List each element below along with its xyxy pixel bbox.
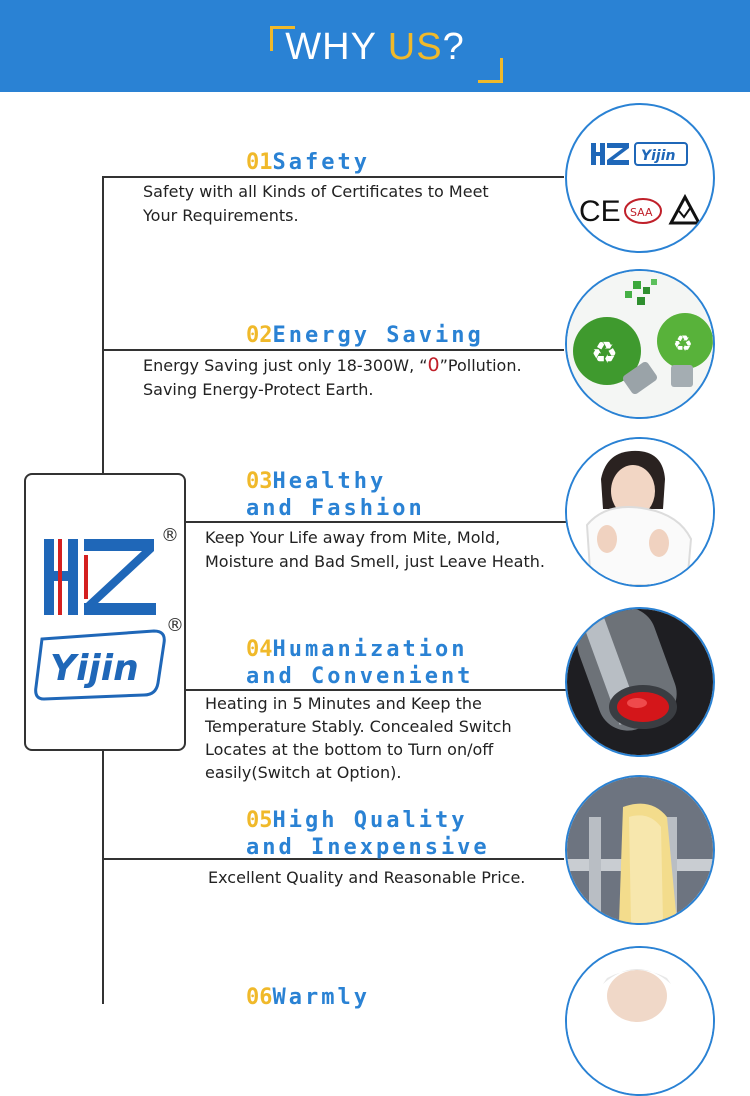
brand-logo-box (24, 473, 186, 751)
recycle-icon: ♻ (591, 336, 618, 371)
yijin-logo-icon (36, 631, 165, 699)
svg-text:Yijin: Yijin (641, 148, 676, 164)
feature-title-01: 01Safety (246, 150, 370, 175)
feature-desc-01: Safety with all Kinds of Certificates to Meet Your Requirements. (143, 182, 489, 225)
feature-title-06: 06Warmly (246, 985, 370, 1010)
hz-logo-icon (44, 539, 156, 615)
feature-title-02: 02Energy Saving (246, 323, 484, 348)
feature-title-04: 04Humanization and Convenient (246, 637, 474, 689)
svg-text:Yijin: Yijin (50, 648, 139, 689)
feature-title-03: 03Healthy and Fashion (246, 469, 425, 521)
red-switch-image (565, 607, 715, 757)
title-suffix: ? (442, 26, 465, 68)
vertical-connector-top (102, 177, 104, 474)
vertical-connector-bottom (102, 751, 104, 1004)
feature-title-05: 05High Quality and Inexpensive (246, 808, 490, 860)
feature-desc-05: Excellent Quality and Reasonable Price. (208, 868, 526, 887)
connector-01 (102, 176, 564, 178)
feature-desc-03: Keep Your Life away from Mite, Mold, Moisture and Bad Smell, just Leave Heath. (205, 528, 545, 571)
page-title (0, 26, 750, 69)
svg-text:®: ® (166, 615, 184, 636)
feature-desc-04: Heating in 5 Minutes and Keep the Temperature Stably. Concealed Switch Locates at the bottom to Turn on/off easily(Switch at Option). (205, 694, 512, 782)
towel-rail-image (565, 775, 715, 925)
svg-text:®: ® (161, 525, 179, 546)
brand-logos-icon (26, 475, 184, 749)
woman-with-towel-image (565, 437, 715, 587)
certification-image (565, 103, 715, 253)
feature-desc-02: Energy Saving just only 18-300W, “0”Pollution. Saving Energy-Protect Earth. (143, 354, 522, 399)
title-accent: US (387, 26, 443, 68)
baby-image (565, 946, 715, 1096)
ce-mark: CE (579, 195, 621, 228)
connector-02 (102, 349, 564, 351)
title-prefix: WHY (285, 26, 388, 68)
green-bulbs-image (565, 269, 715, 419)
header-banner (0, 0, 750, 92)
saa-mark: SAA (630, 206, 653, 219)
recycle-icon: ♻ (673, 332, 693, 357)
